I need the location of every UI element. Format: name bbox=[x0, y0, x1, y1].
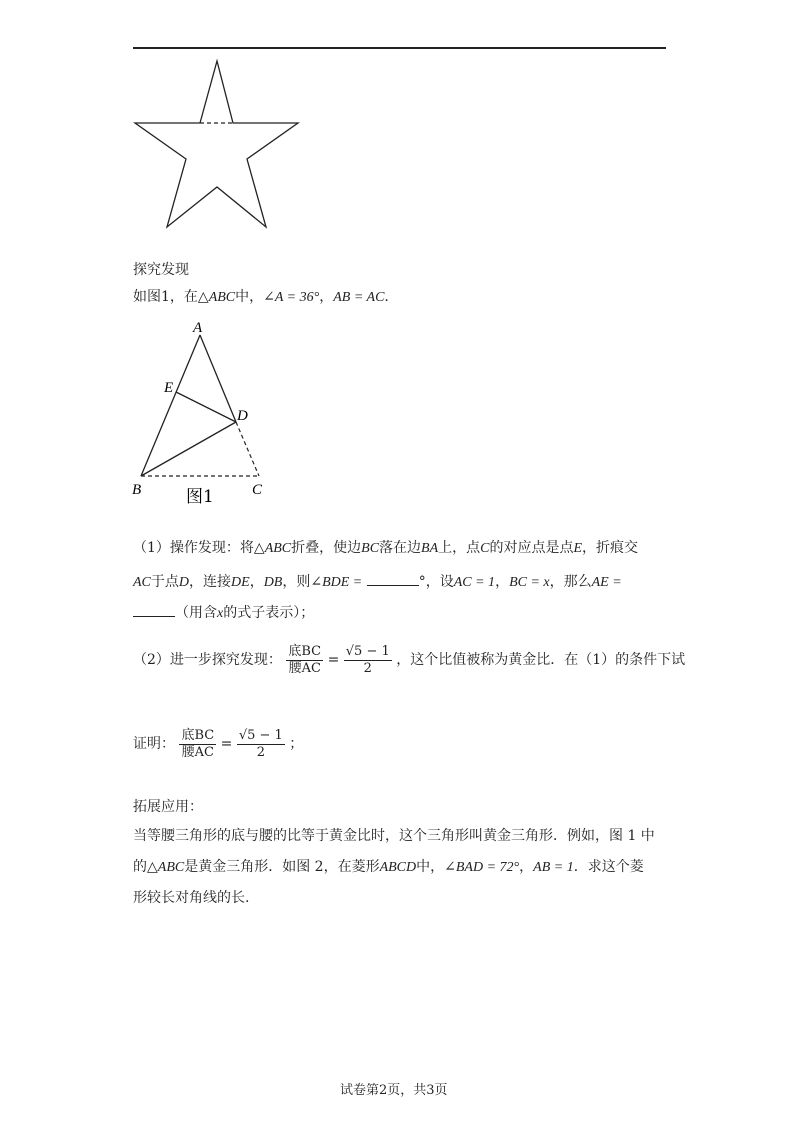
segment-bd bbox=[141, 422, 236, 476]
figure1-caption: 图1 bbox=[186, 487, 214, 507]
label-e: E bbox=[164, 380, 174, 396]
section-apply-heading: 拓展应用： bbox=[133, 799, 203, 815]
answer-blank-ae[interactable] bbox=[133, 602, 175, 617]
q1-line2: AC于点D，连接DE，DB，则∠BDE = °，设AC = 1，BC = x，那么AE = bbox=[133, 571, 622, 593]
star-outline bbox=[135, 61, 298, 227]
figure1-diagram bbox=[128, 315, 278, 515]
apply-line3: 形较长对角线的长. bbox=[133, 890, 250, 906]
section-discover-heading: 探究发现 bbox=[133, 262, 189, 278]
top-rule bbox=[133, 47, 666, 49]
fold-dc-dashed bbox=[236, 422, 259, 476]
apply-line2: 的△ABC是黄金三角形．如图 2，在菱形ABCD中，∠BAD = 72°，AB = 1．求这个菱 bbox=[133, 859, 644, 875]
star-figure bbox=[130, 55, 305, 235]
proof-golden-fraction: $\frac{√5 - 1}{2}$ bbox=[238, 727, 283, 760]
label-b: B bbox=[132, 482, 142, 498]
side-ac bbox=[200, 335, 236, 422]
q1-line3: （用含x的式子表示）； bbox=[133, 602, 314, 624]
q2-line1: （2）进一步探究发现： $\frac{\text{底BC}}{\text{腰AC}}$ = $\frac{√5 - 1}{2}$ ，这个比值被称为黄金比．在（1）的条件下试 bbox=[133, 643, 686, 676]
answer-blank-angle[interactable] bbox=[367, 571, 419, 586]
q1-line1: （1）操作发现：将△ABC折叠，使边BC落在边BA上，点C的对应点是点E，折痕交 bbox=[133, 540, 639, 556]
segment-ed bbox=[176, 392, 236, 422]
ratio-fraction: $\frac{\text{底BC}}{\text{腰AC}}$ bbox=[288, 643, 322, 676]
label-a: A bbox=[193, 320, 203, 336]
apply-line1: 当等腰三角形的底与腰的比等于黄金比时，这个三角形叫黄金三角形．例如，图 1 中 bbox=[133, 828, 655, 844]
intro-line: 如图1，在△ABC中，∠A = 36°，AB = AC. bbox=[133, 289, 389, 305]
q2-proof-line: 证明： $\frac{\text{底BC}}{\text{腰AC}}$ = $\frac{√5 - 1}{2}$ ； bbox=[133, 727, 304, 760]
side-ab bbox=[141, 335, 200, 476]
golden-ratio-fraction: $\frac{√5 - 1}{2}$ bbox=[345, 643, 390, 676]
page-footer: 试卷第2页，共3页 bbox=[340, 1083, 448, 1098]
label-c: C bbox=[252, 482, 263, 498]
proof-ratio-fraction: $\frac{\text{底BC}}{\text{腰AC}}$ bbox=[181, 727, 215, 760]
label-d: D bbox=[237, 408, 248, 424]
